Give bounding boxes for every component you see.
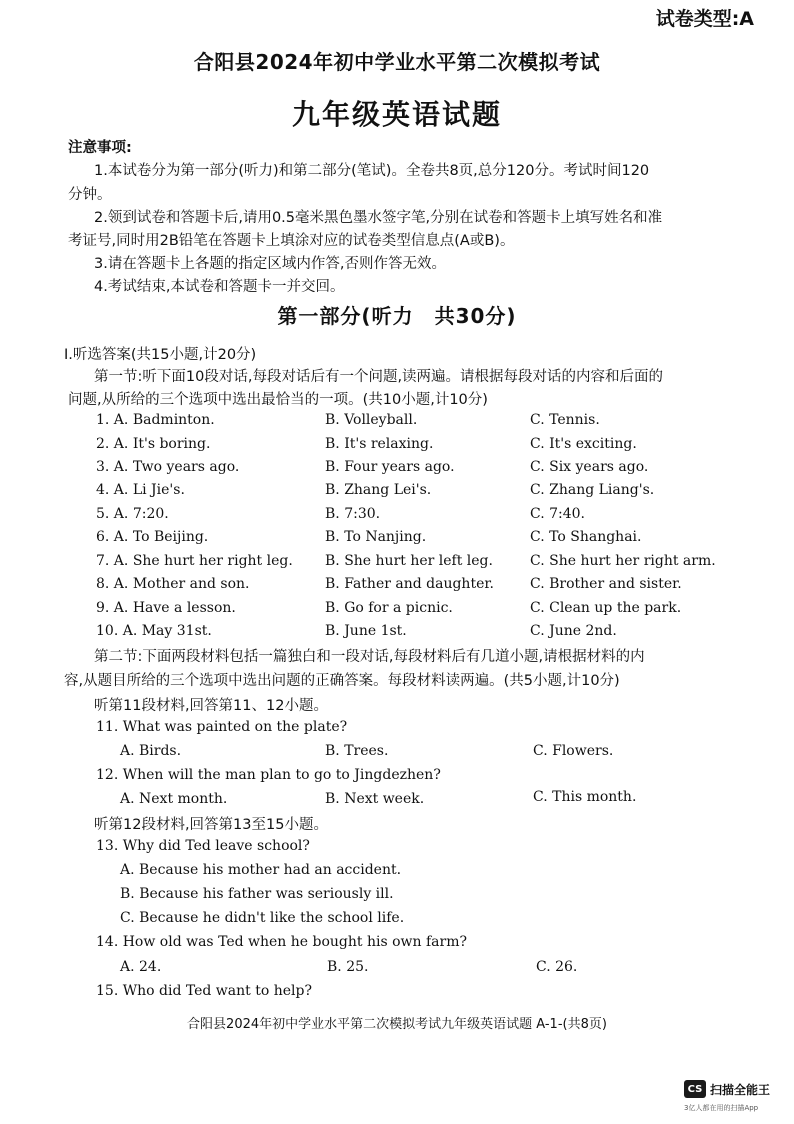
q14-option-c: C. 26. (536, 959, 578, 975)
q13-stem: 13. Why did Ted leave school? (96, 838, 310, 854)
q5-option-a: 5. A. 7:20. (96, 506, 169, 522)
q8-option-b: B. Father and daughter. (325, 576, 494, 592)
subject-title: 九年级英语试题 (291, 98, 502, 131)
section1-instructions-cont: 问题,从所给的三个选项中选出最恰当的一项。(共10小题,计10分) (68, 392, 488, 408)
q12-option-a: A. Next month. (120, 791, 228, 807)
q3-option-a: 3. A. Two years ago. (96, 459, 240, 475)
q8-option-a: 8. A. Mother and son. (96, 576, 250, 592)
q11-option-c: C. Flowers. (533, 743, 614, 759)
q9-option-c: C. Clean up the park. (530, 600, 682, 616)
scanner-tagline: 3亿人都在用的扫描App (684, 1104, 759, 1112)
q6-option-b: B. To Nanjing. (325, 529, 427, 545)
q10-option-c: C. June 2nd. (530, 623, 617, 639)
notice-item-4: 4.考试结束,本试卷和答题卡一并交回。 (94, 279, 345, 295)
notice-item-3: 3.请在答题卡上各题的指定区域内作答,否则作答无效。 (94, 256, 446, 272)
q8-option-c: C. Brother and sister. (530, 576, 682, 592)
q13-option-c: C. Because he didn't like the school life. (120, 910, 405, 926)
section-heading: Ⅰ.听选答案(共15小题,计20分) (64, 347, 257, 363)
section2-instructions: 第二节:下面两段材料包括一篇独白和一段对话,每段材料后有几道小题,请根据材料的内 (94, 649, 645, 665)
q13-option-b: B. Because his father was seriously ill. (120, 886, 394, 902)
q1-option-b: B. Volleyball. (325, 412, 418, 428)
q6-option-c: C. To Shanghai. (530, 529, 642, 545)
q14-stem: 14. How old was Ted when he bought his own farm? (96, 934, 467, 950)
q6-option-a: 6. A. To Beijing. (96, 529, 209, 545)
paper-type-label: 试卷类型:A (655, 8, 754, 30)
q12-option-b: B. Next week. (325, 791, 425, 807)
part1-title: 第一部分(听力 共30分) (277, 304, 517, 328)
notice-heading: 注意事项: (68, 140, 132, 156)
exam-title: 合阳县2024年初中学业水平第二次模拟考试 (193, 50, 601, 74)
scanner-app-name: 扫描全能王 (710, 1082, 771, 1097)
q2-option-a: 2. A. It's boring. (96, 436, 211, 452)
q11-option-a: A. Birds. (120, 743, 182, 759)
notice-item-2: 2.领到试卷和答题卡后,请用0.5毫米黑色墨水签字笔,分别在试卷和答题卡上填写姓名和准 (94, 210, 663, 226)
q3-option-b: B. Four years ago. (325, 459, 455, 475)
q1-option-c: C. Tennis. (530, 412, 600, 428)
q14-option-a: A. 24. (120, 959, 162, 975)
q5-option-c: C. 7:40. (530, 506, 586, 522)
q10-option-b: B. June 1st. (325, 623, 407, 639)
q5-option-b: B. 7:30. (325, 506, 381, 522)
notice-item-2-cont: 考证号,同时用2B铅笔在答题卡上填涂对应的试卷类型信息点(A或B)。 (68, 233, 515, 249)
notice-item-1: 1.本试卷分为第一部分(听力)和第二部分(笔试)。全卷共8页,总分120分。考试时间120 (94, 163, 650, 179)
notice-item-1-cont: 分钟。 (68, 187, 112, 203)
q7-option-a: 7. A. She hurt her right leg. (96, 553, 293, 569)
q9-option-a: 9. A. Have a lesson. (96, 600, 236, 616)
q15-stem: 15. Who did Ted want to help? (96, 983, 312, 999)
q11-option-b: B. Trees. (325, 743, 389, 759)
q7-option-b: B. She hurt her left leg. (325, 553, 493, 569)
q10-option-a: 10. A. May 31st. (96, 623, 212, 639)
q2-option-c: C. It's exciting. (530, 436, 637, 452)
q9-option-b: B. Go for a picnic. (325, 600, 453, 616)
section2-instructions-cont: 容,从题目所给的三个选项中选出问题的正确答案。每段材料读两遍。(共5小题,计10分) (64, 673, 620, 689)
q4-option-a: 4. A. Li Jie's. (96, 482, 185, 498)
q12-stem: 12. When will the man plan to go to Jingdezhen? (96, 767, 441, 783)
cs-logo-icon: CS (684, 1080, 706, 1098)
q4-option-b: B. Zhang Lei's. (325, 482, 432, 498)
q2-option-b: B. It's relaxing. (325, 436, 434, 452)
q4-option-c: C. Zhang Liang's. (530, 482, 655, 498)
q11-stem: 11. What was painted on the plate? (96, 719, 348, 735)
q13-option-a: A. Because his mother had an accident. (120, 862, 402, 878)
material-11-heading: 听第11段材料,回答第11、12小题。 (94, 698, 328, 714)
section1-instructions: 第一节:听下面10段对话,每段对话后有一个问题,读两遍。请根据每段对话的内容和后面的 (94, 369, 664, 385)
q14-option-b: B. 25. (327, 959, 369, 975)
material-12-heading: 听第12段材料,回答第13至15小题。 (94, 817, 328, 833)
q7-option-c: C. She hurt her right arm. (530, 553, 716, 569)
page-footer: 合阳县2024年初中学业水平第二次模拟考试九年级英语试题 A-1-(共8页) (187, 1017, 607, 1032)
q1-option-a: 1. A. Badminton. (96, 412, 215, 428)
q12-option-c: C. This month. (533, 789, 637, 805)
scanner-logo (684, 1080, 770, 1098)
q3-option-c: C. Six years ago. (530, 459, 649, 475)
